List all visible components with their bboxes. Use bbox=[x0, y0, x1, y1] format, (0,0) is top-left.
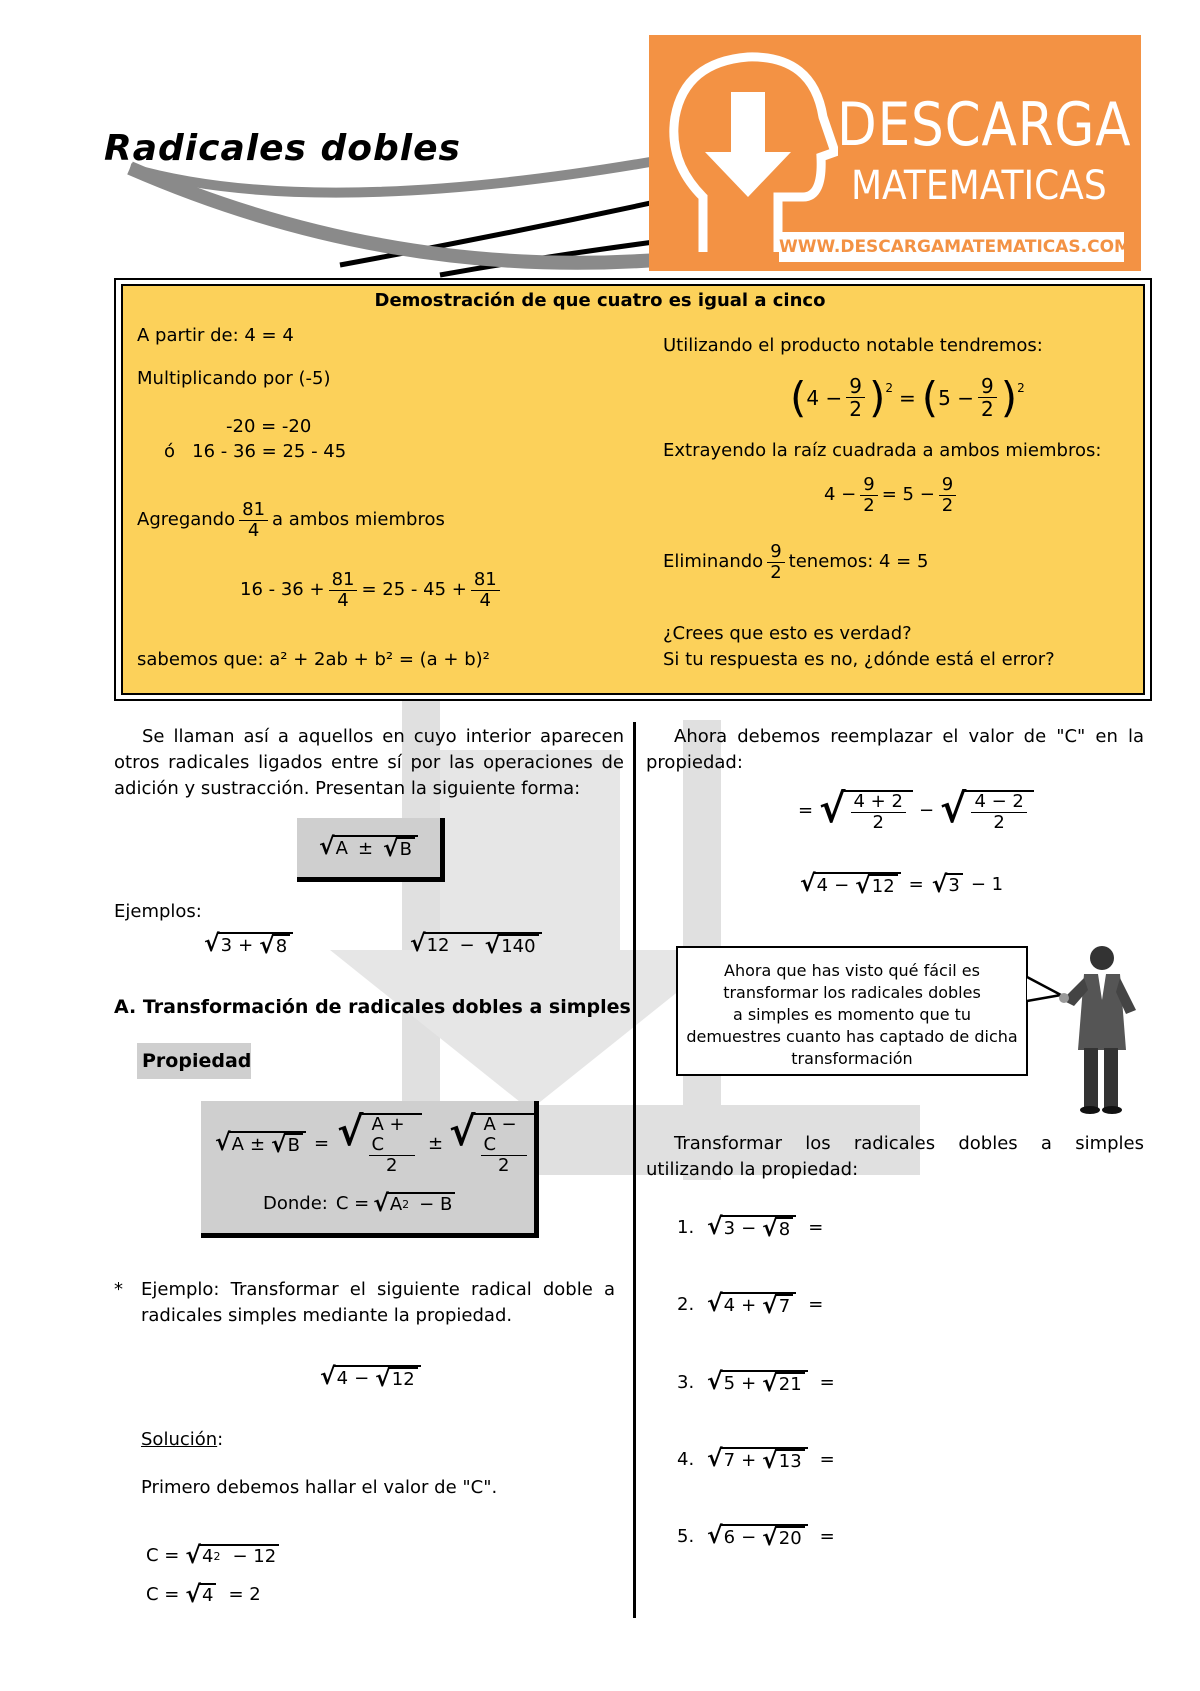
ex-b: 20 bbox=[776, 1526, 805, 1550]
solucion-label bbox=[141, 1427, 223, 1453]
res-a: 4 bbox=[816, 875, 829, 897]
ex1-a: 3 bbox=[220, 935, 233, 957]
frac-4minus2 bbox=[971, 792, 1026, 833]
c1-rest: − 12 bbox=[232, 1546, 277, 1568]
demo-using: Utilizando el producto notable tendremos: bbox=[663, 335, 1043, 356]
fraction-9-2 bbox=[767, 542, 784, 583]
example-radical bbox=[320, 1362, 421, 1393]
ex-eq: = bbox=[808, 1294, 824, 1315]
speech-bubble bbox=[676, 946, 1028, 1076]
frac-num: 81 bbox=[239, 500, 268, 521]
demo-start: A partir de: 4 = 4 bbox=[137, 325, 294, 346]
sqrt-icon: √ bbox=[762, 1446, 778, 1475]
fraction-9-2 bbox=[978, 375, 997, 420]
radical-outer bbox=[185, 1541, 279, 1570]
demo-roots bbox=[824, 475, 960, 516]
ex-eq: = bbox=[819, 1449, 835, 1470]
adding-post: a ambos miembros bbox=[272, 509, 445, 531]
fraction-81-4 bbox=[471, 570, 500, 611]
radical-frac-2 bbox=[940, 786, 1034, 833]
radical-frac-1 bbox=[337, 1109, 422, 1176]
ex-b: 21 bbox=[776, 1372, 805, 1396]
ex2-a: 12 bbox=[426, 935, 450, 957]
radical-inner bbox=[474, 1113, 535, 1175]
example-2 bbox=[410, 929, 542, 960]
frac-den: 2 bbox=[386, 1154, 398, 1176]
exercise-item bbox=[677, 1444, 835, 1475]
sq-b: 5 − bbox=[938, 385, 974, 410]
example-1 bbox=[204, 929, 293, 960]
sqrt-icon: √ bbox=[337, 1109, 364, 1155]
frac-num: 81 bbox=[471, 570, 500, 591]
eq3-b: = 25 - 45 + bbox=[361, 579, 467, 601]
demo-eq3 bbox=[240, 570, 504, 611]
sqrt-icon: √ bbox=[259, 931, 275, 960]
exercise-number: 4. bbox=[677, 1449, 695, 1470]
bubble-line: a simples es momento que tu bbox=[732, 1005, 972, 1024]
exercise-number: 5. bbox=[677, 1526, 695, 1547]
ex1-b: 8 bbox=[273, 934, 290, 958]
solucion-colon: : bbox=[217, 1429, 224, 1450]
ex-op: + bbox=[741, 1450, 757, 1472]
ex-eq: = bbox=[819, 1372, 835, 1393]
radical-b bbox=[762, 1291, 793, 1320]
example-star: * bbox=[114, 1279, 123, 1300]
paren-open: ( bbox=[921, 372, 939, 422]
c2-in: 4 bbox=[199, 1583, 216, 1607]
radical-inner bbox=[229, 1131, 306, 1157]
general-form-box bbox=[297, 818, 445, 882]
bubble-line: Ahora que has visto qué fácil es bbox=[724, 961, 980, 980]
demo-eq1: -20 = -20 bbox=[226, 416, 312, 437]
radical-frac-1 bbox=[819, 786, 913, 833]
frac-num: 4 − 2 bbox=[971, 792, 1026, 813]
ej-op: − bbox=[354, 1368, 370, 1390]
radical-inner bbox=[218, 932, 294, 958]
frac-den: 2 bbox=[770, 561, 782, 583]
exercise-item bbox=[677, 1521, 835, 1552]
example-paragraph: Ejemplo: Transformar el siguiente radical doble a radicales simples mediante la propiedad. bbox=[141, 1279, 615, 1326]
frac-num: 9 bbox=[767, 542, 784, 563]
sqrt-icon: √ bbox=[800, 869, 816, 898]
frac-ac-minus bbox=[481, 1115, 528, 1175]
ex-eq: = bbox=[808, 1217, 824, 1238]
frac-ac-plus bbox=[369, 1115, 416, 1175]
donde-rest: − B bbox=[419, 1194, 453, 1216]
sq-a: 4 − bbox=[806, 385, 843, 410]
replacement-result bbox=[800, 869, 1004, 900]
sqrt-icon: √ bbox=[707, 1444, 723, 1473]
sqrt-icon: √ bbox=[819, 786, 846, 832]
fraction-81-4 bbox=[239, 500, 268, 541]
sqrt-icon: √ bbox=[762, 1291, 778, 1320]
c2-rest: = 2 bbox=[228, 1584, 261, 1605]
form-b: B bbox=[397, 837, 415, 861]
r-minus: − bbox=[918, 800, 935, 822]
demo-adding bbox=[137, 500, 445, 541]
sqrt-icon: √ bbox=[762, 1214, 778, 1243]
c2-lhs: C = bbox=[146, 1584, 180, 1605]
bubble-line: demuestres cuanto has captado de dicha bbox=[686, 1027, 1018, 1046]
radical-b bbox=[762, 1446, 805, 1475]
radical-inner bbox=[333, 835, 418, 861]
ex1-op: + bbox=[238, 935, 254, 957]
square-sup: 2 bbox=[1017, 381, 1025, 395]
frac-den: 2 bbox=[993, 811, 1005, 833]
frac-den: 2 bbox=[872, 811, 884, 833]
paren-close: ) bbox=[1000, 372, 1018, 422]
ex-a: 4 bbox=[723, 1295, 736, 1317]
column-divider bbox=[633, 722, 636, 1618]
radical-inner bbox=[424, 932, 542, 958]
prop-pm: ± bbox=[428, 1133, 444, 1155]
radical-c bbox=[931, 870, 963, 899]
sqrt-icon: √ bbox=[707, 1521, 723, 1550]
eq3-a: 16 - 36 + bbox=[240, 579, 325, 601]
rt-a: 4 − bbox=[824, 484, 857, 506]
bubble-line: transformar los radicales dobles bbox=[723, 983, 981, 1002]
sqrt-icon: √ bbox=[383, 833, 399, 862]
ej-a: 4 bbox=[336, 1368, 349, 1390]
frac-num: 9 bbox=[860, 475, 877, 496]
frac-num: 9 bbox=[846, 375, 865, 398]
radical-outer bbox=[320, 1362, 421, 1393]
logo-url[interactable]: WWW.DESCARGAMATEMATICAS.COM bbox=[779, 232, 1124, 262]
sqrt-icon: √ bbox=[185, 1580, 201, 1609]
ex2-op: − bbox=[459, 935, 475, 957]
radical-inner bbox=[814, 872, 901, 898]
transformar-paragraph: Transformar los radicales dobles a simples utilizando la propiedad: bbox=[646, 1133, 1144, 1180]
radical-b bbox=[762, 1523, 805, 1552]
radical-b bbox=[259, 931, 290, 960]
bubble-line: transformación bbox=[791, 1049, 913, 1068]
res-b: 12 bbox=[869, 874, 898, 898]
frac-4plus2 bbox=[851, 792, 906, 833]
sqrt-icon: √ bbox=[855, 871, 871, 900]
demo-title: Demostración de que cuatro es igual a cinco bbox=[374, 290, 826, 311]
rt-b: = 5 − bbox=[881, 484, 935, 506]
frac-num: 81 bbox=[329, 570, 358, 591]
property-formula bbox=[215, 1109, 534, 1176]
donde-label: Donde: bbox=[263, 1193, 328, 1214]
ex-b: 8 bbox=[776, 1217, 793, 1241]
ex-b: 7 bbox=[776, 1294, 793, 1318]
exercise-number: 3. bbox=[677, 1372, 695, 1393]
sqrt-icon: √ bbox=[410, 929, 426, 958]
radical-outer bbox=[373, 1189, 455, 1218]
res-rest: − 1 bbox=[970, 874, 1004, 895]
sqrt-icon: √ bbox=[204, 929, 220, 958]
ex-op: − bbox=[741, 1527, 757, 1549]
radical-inner bbox=[199, 1544, 279, 1568]
ex-op: + bbox=[741, 1295, 757, 1317]
demo-eq2: ó 16 - 36 = 25 - 45 bbox=[164, 441, 347, 462]
prop-lhs-a: A bbox=[231, 1134, 244, 1156]
radical-inner bbox=[721, 1524, 808, 1550]
res-op: − bbox=[834, 875, 850, 897]
frac-den: 2 bbox=[941, 494, 954, 516]
c1-lhs: C = bbox=[146, 1545, 180, 1566]
fraction-9-2 bbox=[939, 475, 956, 516]
radical-inner bbox=[964, 790, 1033, 833]
elim-post: tenemos: 4 = 5 bbox=[788, 551, 929, 573]
head-download-icon bbox=[663, 47, 838, 257]
sqrt-icon: √ bbox=[375, 1364, 391, 1393]
sqrt-icon: √ bbox=[373, 1189, 389, 1218]
page-title: Radicales dobles bbox=[104, 128, 461, 169]
demo-extract: Extrayendo la raíz cuadrada a ambos miembros: bbox=[663, 440, 1102, 461]
sqrt-icon: √ bbox=[319, 831, 335, 860]
sqrt-icon: √ bbox=[320, 1362, 336, 1391]
radical-frac-2 bbox=[449, 1109, 534, 1176]
radical-outer bbox=[800, 869, 901, 900]
radical-inner bbox=[721, 1447, 808, 1473]
radical-inner bbox=[387, 1192, 455, 1216]
radical-inner bbox=[334, 1365, 421, 1391]
square-sup: 2 bbox=[885, 381, 893, 395]
frac-den: 2 bbox=[849, 397, 862, 421]
sqrt-icon: √ bbox=[707, 1367, 723, 1396]
radical-inner bbox=[362, 1113, 423, 1175]
radical-b bbox=[271, 1130, 303, 1159]
radical-b bbox=[375, 1364, 418, 1393]
demo-squares bbox=[790, 372, 1025, 422]
sqrt-icon: √ bbox=[271, 1130, 287, 1159]
form-a: A bbox=[335, 837, 348, 859]
radical-b bbox=[383, 833, 415, 862]
title-swoosh bbox=[110, 150, 670, 280]
prop-lhs-pm: ± bbox=[249, 1134, 266, 1156]
paren-open: ( bbox=[790, 372, 807, 422]
ex-a: 3 bbox=[723, 1218, 736, 1240]
frac-den: 4 bbox=[247, 519, 260, 541]
fraction-81-4 bbox=[329, 570, 358, 611]
frac-den: 2 bbox=[981, 397, 994, 421]
demo-question1: ¿Crees que esto es verdad? bbox=[663, 623, 912, 644]
ex-a: 7 bbox=[723, 1450, 736, 1472]
ex-a: 5 bbox=[723, 1373, 736, 1395]
section-a-heading: A. Transformación de radicales dobles a simples bbox=[114, 996, 631, 1018]
radical-inner bbox=[721, 1292, 797, 1318]
radical-inner bbox=[721, 1215, 797, 1241]
prop-lhs-b: B bbox=[285, 1133, 303, 1157]
radical-b bbox=[484, 931, 539, 960]
demo-known: sabemos que: a² + 2ab + b² = (a + b)² bbox=[137, 649, 490, 670]
prop-eq: = bbox=[314, 1133, 330, 1155]
ex-op: + bbox=[741, 1373, 757, 1395]
frac-num: 9 bbox=[939, 475, 956, 496]
frac-den: 2 bbox=[498, 1154, 510, 1176]
demo-eliminate bbox=[663, 542, 928, 583]
exercise-number: 2. bbox=[677, 1294, 695, 1315]
demo-mult: Multiplicando por (-5) bbox=[137, 368, 331, 389]
frac-den: 2 bbox=[863, 494, 875, 516]
sqrt-icon: √ bbox=[449, 1109, 476, 1155]
exercise-item bbox=[677, 1212, 824, 1243]
exercise-number: 1. bbox=[677, 1217, 695, 1238]
exercise-item bbox=[677, 1367, 835, 1398]
sqrt-icon: √ bbox=[707, 1212, 723, 1241]
radical-b bbox=[762, 1369, 805, 1398]
r-eq: = bbox=[798, 800, 814, 822]
replacement-formula bbox=[798, 786, 1034, 833]
radical-outer bbox=[707, 1521, 808, 1552]
donde-in: A bbox=[389, 1194, 403, 1216]
eq-sign: = bbox=[899, 385, 916, 410]
intro-paragraph: Se llaman así a aquellos en cuyo interior aparecen otros radicales ligados entre sí por las operaciones de adición y sustracción. Presentan la siguiente forma: bbox=[114, 726, 624, 799]
primero-text: Primero debemos hallar el valor de "C". bbox=[141, 1477, 498, 1498]
frac-den: 4 bbox=[479, 589, 491, 611]
radical-inner bbox=[721, 1370, 808, 1396]
c1-sup: 2 bbox=[213, 1550, 221, 1564]
adding-pre: Agregando bbox=[137, 509, 236, 531]
teacher-figure-icon bbox=[1050, 940, 1150, 1115]
sqrt-icon: √ bbox=[931, 870, 948, 899]
frac-num: A + C bbox=[369, 1115, 416, 1156]
c1-base: 4 bbox=[201, 1546, 214, 1568]
radical-outer bbox=[204, 929, 293, 960]
propiedad-label: Propiedad bbox=[137, 1043, 251, 1079]
res-c: 3 bbox=[945, 873, 962, 897]
frac-num: A − C bbox=[481, 1115, 528, 1156]
donde-formula bbox=[263, 1191, 455, 1217]
sqrt-icon: √ bbox=[215, 1128, 231, 1157]
sqrt-icon: √ bbox=[940, 786, 967, 832]
elim-pre: Eliminando bbox=[663, 551, 764, 573]
radical-outer bbox=[707, 1444, 808, 1475]
solucion-text: Solución bbox=[141, 1429, 218, 1450]
donde-c: C = bbox=[335, 1193, 370, 1214]
res-eq: = bbox=[908, 874, 924, 895]
radical-inner bbox=[844, 790, 913, 833]
radical-outer bbox=[707, 1367, 808, 1398]
paren-close: ) bbox=[868, 372, 886, 422]
radical-outer bbox=[215, 1128, 306, 1159]
property-box bbox=[201, 1101, 539, 1238]
ex-op: − bbox=[741, 1218, 757, 1240]
logo-title: DESCARGA bbox=[837, 90, 1132, 160]
sqrt-icon: √ bbox=[484, 931, 501, 960]
radical-outer bbox=[319, 831, 418, 862]
donde-sup: 2 bbox=[402, 1198, 410, 1212]
ej-b: 12 bbox=[389, 1367, 418, 1391]
radical-outer bbox=[410, 929, 542, 960]
radical-outer bbox=[707, 1289, 796, 1320]
radical-b bbox=[762, 1214, 793, 1243]
fraction-9-2 bbox=[860, 475, 877, 516]
c-calc-1 bbox=[146, 1543, 279, 1569]
form-pm: ± bbox=[357, 837, 374, 859]
fraction-9-2 bbox=[846, 375, 865, 420]
logo-subtitle: MATEMATICAS bbox=[851, 163, 1107, 209]
sqrt-icon: √ bbox=[707, 1289, 723, 1318]
sqrt-icon: √ bbox=[762, 1523, 778, 1552]
frac-num: 4 + 2 bbox=[851, 792, 906, 813]
frac-den: 4 bbox=[337, 589, 349, 611]
c-calc-2 bbox=[146, 1582, 261, 1608]
frac-num: 9 bbox=[978, 375, 997, 398]
ahora-paragraph: Ahora debemos reemplazar el valor de "C" en la propiedad: bbox=[646, 726, 1144, 773]
ex-a: 6 bbox=[723, 1527, 736, 1549]
brand-logo[interactable] bbox=[649, 35, 1141, 271]
sqrt-icon: √ bbox=[185, 1541, 201, 1570]
ex-eq: = bbox=[819, 1526, 835, 1547]
radical-outer bbox=[185, 1580, 216, 1609]
radical-b bbox=[855, 871, 898, 900]
radical-outer bbox=[707, 1212, 796, 1243]
ex2-b: 140 bbox=[498, 934, 538, 958]
demo-question2: Si tu respuesta es no, ¿dónde está el error? bbox=[663, 649, 1055, 670]
ejemplos-label: Ejemplos: bbox=[114, 901, 202, 922]
exercise-item bbox=[677, 1289, 824, 1320]
sqrt-icon: √ bbox=[762, 1369, 778, 1398]
ex-b: 13 bbox=[776, 1449, 805, 1473]
